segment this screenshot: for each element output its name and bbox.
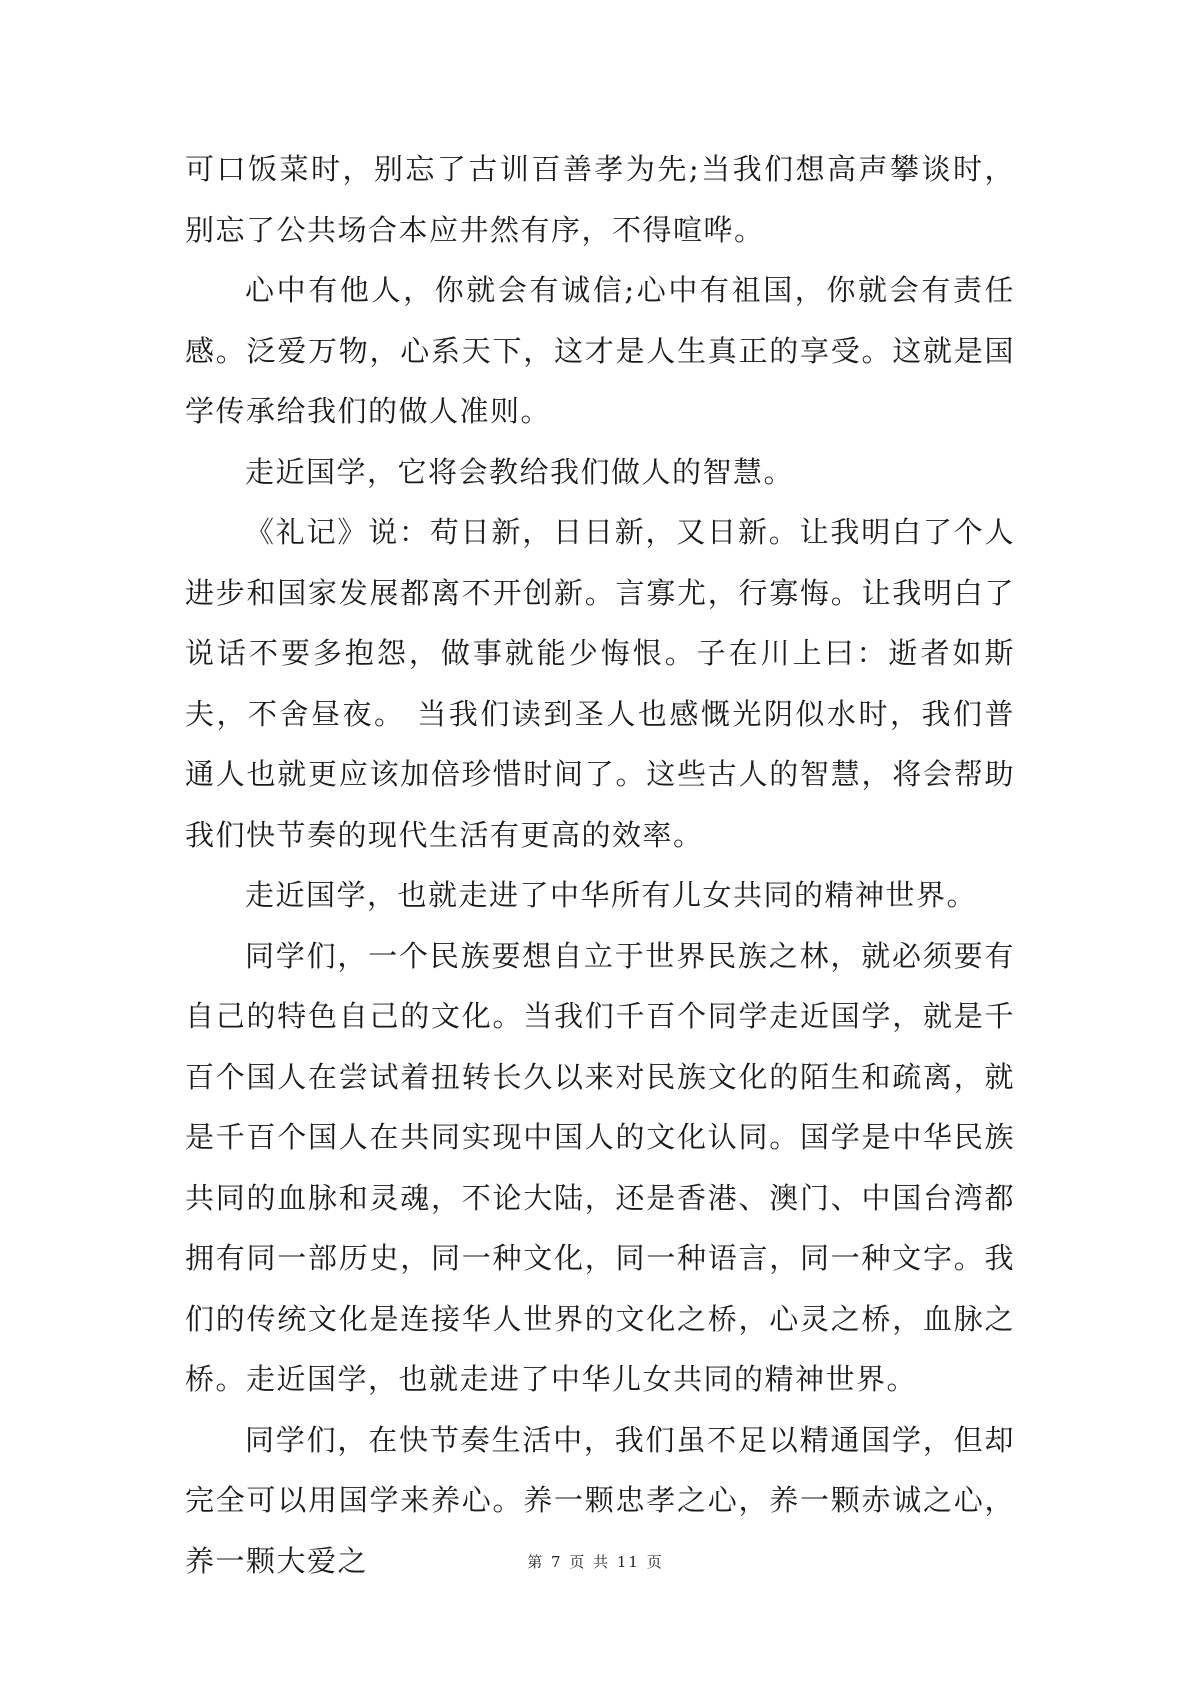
paragraph: 走近国学，也就走进了中华所有儿女共同的精神世界。 xyxy=(245,878,978,912)
paragraph: 心中有他人，你就会有诚信;心中有祖国，你就会有责任感。泛爱万物，心系天下，这才是人生真正的享受。这就是国学传承给我们的做人准则。 xyxy=(185,273,1015,428)
page-footer: 第 7 页 共 11 页 xyxy=(527,1553,664,1571)
document-body xyxy=(185,139,1015,1591)
paragraph: 可口饭菜时，别忘了古训百善孝为先;当我们想高声攀谈时，别忘了公共场合本应井然有序，不得喧哗。 xyxy=(185,152,1015,247)
paragraph: 同学们，在快节奏生活中，我们虽不足以精通国学，但却完全可以用国学来养心。养一颗忠孝之心，养一颗赤诚之心，养一颗大爱之 xyxy=(185,1422,1015,1578)
paragraph: 走近国学，它将会教给我们做人的智慧。 xyxy=(245,454,795,489)
paragraph: 同学们，一个民族要想自立于世界民族之林，就必须要有自己的特色自己的文化。当我们千百个同学走近国学，就是千百个国人在尝试着扭转长久以来对民族文化的陌生和疏离，就是千百个国人在共同实现中国人的文化认同。国学是中华民族共同的血脉和灵魂，不论大陆，还是香港、澳门、中国台湾都拥有同一部历史，同一种文化，同一种语言，同一种文字。我们的传统文化是连接华人世界的文化之桥，心灵之桥，血脉之桥。走近国学，也就走进了中华儿女共同的精神世界。 xyxy=(185,938,1015,1396)
paragraph: 《礼记》说：苟日新，日日新，又日新。让我明白了个人进步和国家发展都离不开创新。言寡尤，行寡悔。让我明白了说话不要多抱怨，做事就能少悔恨。子在川上曰：逝者如斯夫，不舍昼夜。 当我们读到圣人也感慨光阴似水时，我们普通人也就更应该加倍珍惜时间了。这些古人的智慧，将会帮助我们快节奏的现代生活有更高的效率。 xyxy=(185,515,1015,852)
